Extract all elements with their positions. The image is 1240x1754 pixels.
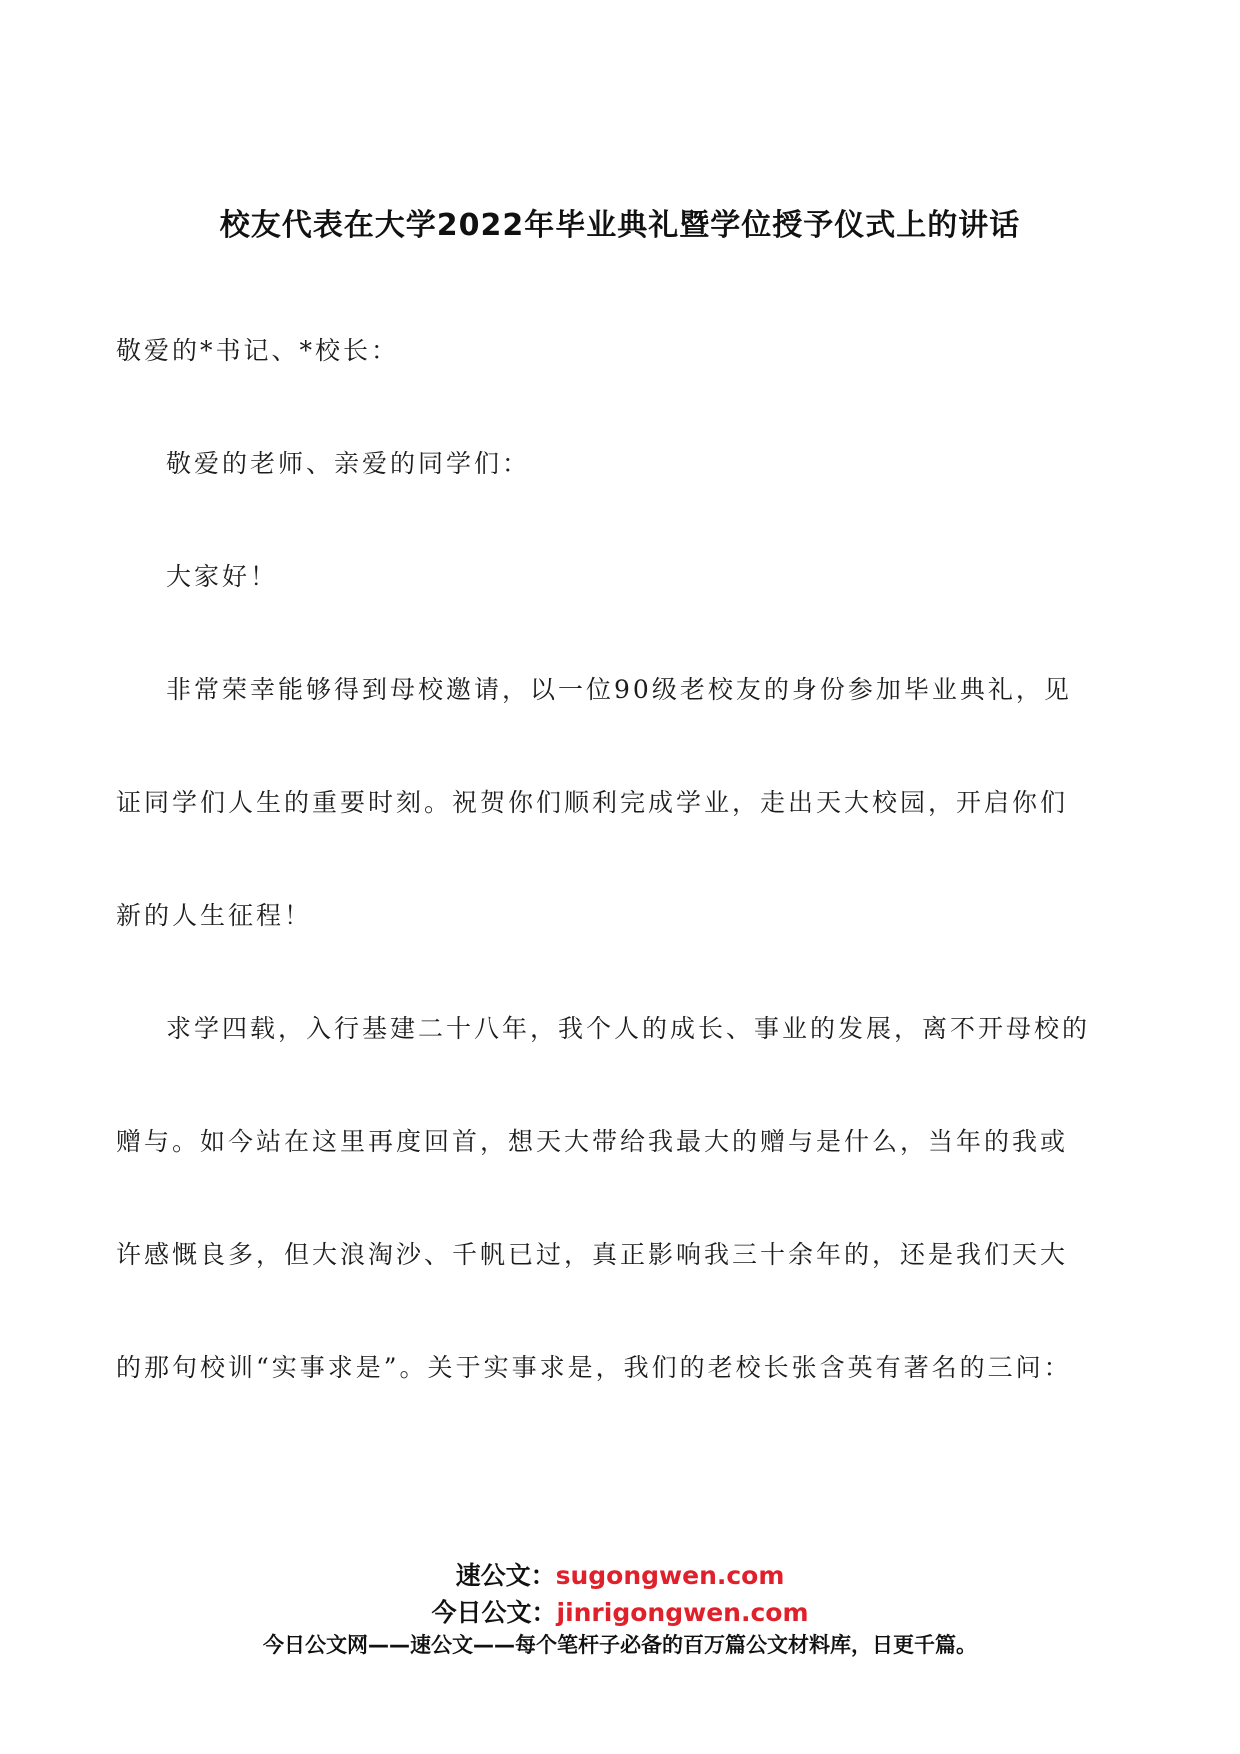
paragraph-line: 许感慨良多，但大浪淘沙、千帆已过，真正影响我三十余年的，还是我们天大 <box>116 1240 1069 1269</box>
paragraph-line: 证同学们人生的重要时刻。祝贺你们顺利完成学业，走出天大校园，开启你们 <box>116 788 1069 817</box>
greeting-line: 大家好！ <box>166 562 279 591</box>
footer-link-sugongwen[interactable]: sugongwen.com <box>555 1561 785 1590</box>
paragraph-line: 的那句校训“实事求是”。关于实事求是，我们的老校长张含英有著名的三问： <box>116 1353 1072 1382</box>
footer-jinrigongwen <box>0 1593 1240 1629</box>
footer-label: 今日公文： <box>431 1598 557 1627</box>
greeting-line: 敬爱的老师、亲爱的同学们： <box>166 449 531 478</box>
footer-link-jinrigongwen[interactable]: jinrigongwen.com <box>556 1598 809 1627</box>
paragraph-line: 新的人生征程！ <box>116 901 313 930</box>
paragraph-line: 非常荣幸能够得到母校邀请，以一位90级老校友的身份参加毕业典礼，见 <box>166 675 1072 704</box>
paragraph-line: 赠与。如今站在这里再度回首，想天大带给我最大的赠与是什么，当年的我或 <box>116 1127 1069 1156</box>
document-title: 校友代表在大学2022年毕业典礼暨学位授予仪式上的讲话 <box>219 208 1021 243</box>
footer-sugongwen <box>0 1556 1240 1592</box>
footer-label: 速公文： <box>455 1561 556 1590</box>
salutation-line: 敬爱的*书记、*校长： <box>116 336 400 365</box>
footer-slogan: 今日公文网——速公文——每个笔杆子必备的百万篇公文材料库，日更千篇。 <box>263 1633 977 1657</box>
paragraph-line: 求学四载，入行基建二十八年，我个人的成长、事业的发展，离不开母校的 <box>166 1014 1091 1043</box>
